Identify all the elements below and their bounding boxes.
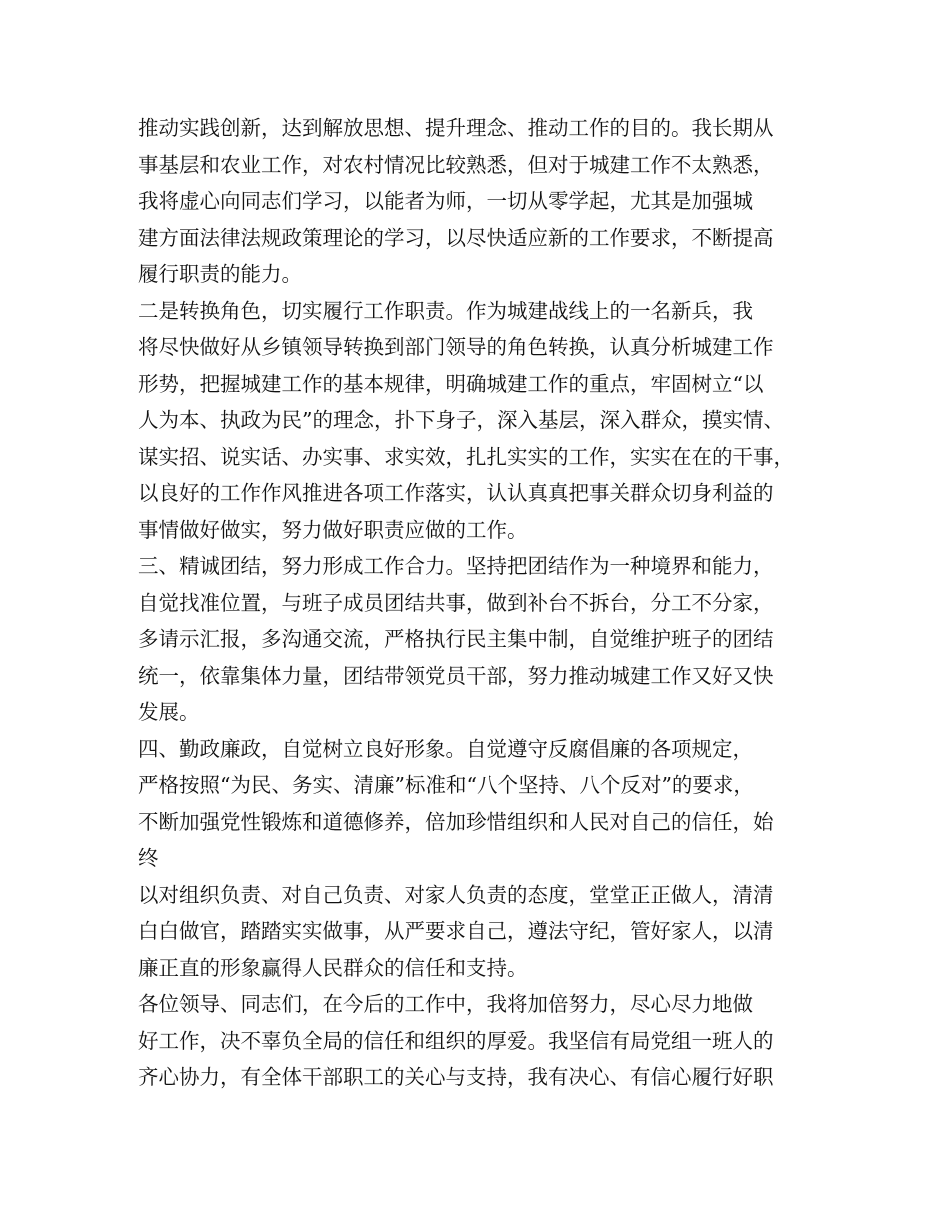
text-line: 齐心协力，有全体干部职工的关心与支持，我有决心、有信心履行好职 <box>138 1065 774 1089</box>
text-line: 事基层和农业工作，对农村情况比较熟悉，但对于城建工作不太熟悉， <box>138 152 774 177</box>
text-line: 人为本、执政为民”的理念，扑下身子，深入基层，深入群众，摸实情、 <box>138 408 784 432</box>
text-line: 统一，依靠集体力量，团结带领党员干部，努力推动城建工作又好又快 <box>138 663 774 688</box>
text-line: 自觉找准位置，与班子成员团结共事，做到补台不拆台，分工不分家， <box>138 590 774 615</box>
text-line: 将尽快做好从乡镇领导转换到部门领导的角色转换，认真分析城建工作 <box>138 335 774 359</box>
text-line: 推动实践创新，达到解放思想、提升理念、推动工作的目的。我长期从 <box>138 116 774 140</box>
text-line: 好工作，决不辜负全局的信任和组织的厚爱。我坚信有局党组一班人的 <box>138 1028 774 1053</box>
text-line: 以对组织负责、对自己负责、对家人负责的态度，堂堂正正做人，清清 <box>138 882 774 907</box>
text-line: 不断加强党性锻炼和道德修养，倍加珍惜组织和人民对自己的信任，始 <box>138 809 774 834</box>
text-line: 白白做官，踏踏实实做事，从严要求自己，遵法守纪，管好家人，以清 <box>138 919 774 943</box>
text-line: 多请示汇报，多沟通交流，严格执行民主集中制，自觉维护班子的团结 <box>138 627 774 651</box>
text-line: 三、精诚团结，努力形成工作合力。坚持把团结作为一种境界和能力， <box>138 554 774 578</box>
text-line: 我将虚心向同志们学习，以能者为师，一切从零学起，尤其是加强城 <box>138 189 753 213</box>
text-line: 谋实招、说实话、办实事、求实效，扎扎实实的工作，实实在在的干事， <box>138 444 794 469</box>
text-line: 严格按照“为民、务实、清廉”标准和“八个坚持、八个反对”的要求， <box>138 773 754 797</box>
text-line: 建方面法律法规政策理论的学习，以尽快适应新的工作要求，不断提高 <box>138 225 774 250</box>
text-line: 终 <box>138 846 159 870</box>
text-line: 形势，把握城建工作的基本规律，明确城建工作的重点，牢固树立“以 <box>138 371 764 396</box>
text-line: 各位领导、同志们，在今后的工作中，我将加倍努力，尽心尽力地做 <box>138 992 753 1016</box>
text-line: 以良好的工作作风推进各项工作落实，认认真真把事关群众切身利益的 <box>138 481 774 505</box>
text-line: 四、勤政廉政，自觉树立良好形象。自觉遵守反腐倡廉的各项规定， <box>138 736 753 761</box>
text-line: 履行职责的能力。 <box>138 262 302 286</box>
text-line: 事情做好做实，努力做好职责应做的工作。 <box>138 517 528 542</box>
text-line: 二是转换角色，切实履行工作职责。作为城建战线上的一名新兵，我 <box>138 298 753 323</box>
text-line: 廉正直的形象赢得人民群众的信任和支持。 <box>138 955 528 980</box>
document-body <box>138 110 838 1096</box>
text-line: 发展。 <box>138 700 200 724</box>
